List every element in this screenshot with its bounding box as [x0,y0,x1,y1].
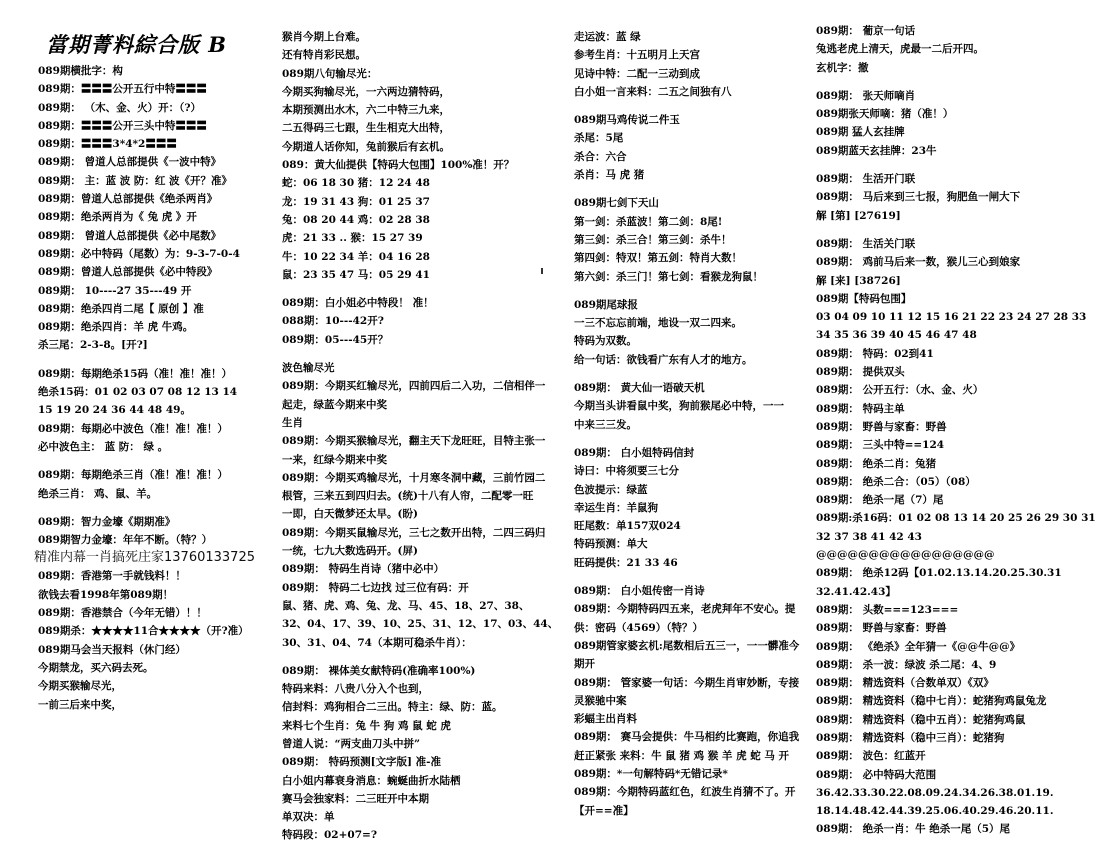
text-line: 089期： 赛马会提供：牛马相约比赛跑，你追我 [574,731,800,744]
text-line: 089期：香港禁合（今年无错）！！ [38,607,207,620]
scan-mark [541,268,543,274]
text-line: 特码为双数。 [574,335,637,348]
text-line: 089期： 精选资料（稳中五肖）：蛇猪狗鸡鼠 [816,713,1026,726]
text-line: 089期： 生活关门联 [816,237,916,250]
text-line: 089期： 野兽与家畜：野兽 [816,622,947,635]
text-line: 089期： 黄大仙一语破天机 [574,382,705,395]
text-line: 34 35 36 39 40 45 46 47 48 [816,329,977,342]
text-line: 089期： 白小姐特码信封 [574,446,695,459]
text-line: 089期： （木、金、火）开：（?） [38,101,201,114]
text-line: 旺尾数：单157双024 [574,520,681,533]
text-line: 089期： 特码：02到41 [816,347,934,360]
text-line: 089期：今期买猴输尽光，翻主天下龙旺旺，目特主张一 [282,435,546,448]
text-line: 089期：每期必中波色（准！准！准！） [38,422,228,435]
text-line: 089期： 马后来到三七报，狗肥鱼一闸大下 [816,191,1021,204]
text-line: 杀合：六合 [574,150,627,163]
text-line: 单双决：单 [282,811,335,824]
line-gap [282,284,557,294]
line-gap [574,434,812,444]
text-line: 波色输尽光 [282,362,335,375]
text-line: 18.14.48.42.44.39.25.06.40.29.46.20.11. [816,805,1054,818]
watermark-stamp: 精准内幕一肖搞死庄家13760133725 [34,550,255,566]
text-line: 期开 [574,658,595,671]
text-line: 给一句话：欲钱看广东有人才的地方。 [574,353,753,366]
text-line: 旺码提供：21 33 46 [574,556,678,569]
text-line: 089期：今期特码四五来，老虎拜年不安心。提 [574,603,796,616]
text-line: 一统，七九大数选码开。(屏) [282,545,418,558]
text-line: 089期:杀16码：01 02 08 13 14 20 25 26 29 30 31 [816,512,1096,525]
text-line: 兔：08 20 44 鸡：02 28 38 [282,213,430,226]
text-line: 089期：白小姐必中特段！ 准！ [282,297,434,310]
text-line: 一前三后来中奖， [38,698,122,711]
text-line: 089期： 绝杀一尾（7）尾 [816,494,944,507]
text-line: 二五得码三七跟，生生相克大出特， [282,122,450,135]
text-line: 089期：曾道人总部提供《绝杀两肖》 [38,193,218,206]
text-line: 089期尾球报 [574,298,638,311]
text-line: 089期： 精选资料（稳中三肖）：蛇猪狗 [816,731,1005,744]
text-line: 089期： 野兽与家畜：野兽 [816,420,947,433]
text-line: 089期：绝杀两肖为《 兔 虎 》开 [38,211,197,224]
text-line: 089期： 三头中特==124 [816,439,945,452]
text-line: 色波提示：绿蓝 [574,483,648,496]
text-line: 089期： 特码生肖诗（猪中必中） [282,563,445,576]
text-line: 089期管家婆玄机:尾数相后五三一，一一髒准今 [574,639,800,652]
text-line: 089期： 曾道人总部提供《一波中特》 [38,156,222,169]
text-line: 龙：19 31 43 狗：01 25 37 [282,195,430,208]
text-line: 参考生肖：十五明月上天宫 [574,49,700,62]
text-line: 089期： 精选资料（稳中七肖）：蛇猪狗鸡鼠兔龙 [816,695,1047,708]
text-line: 还有特肖彩民想。 [282,49,366,62]
text-line: 089期： 管家婆一句话：今期生肖审妙断，专接 [574,676,800,689]
text-line: 089期：每期绝杀15码（准！准！准！） [38,367,233,380]
text-line: 089期：*一句解特码*无错记录* [574,767,728,780]
text-line: 089期： 特码二七边找 过三位有码：开 [282,581,469,594]
text-line: 089期马会当天报料（休门经） [38,643,186,656]
text-line: 猴肖今期上台难。 [282,31,366,43]
text-line: 089期： 公开五行：（水、金、火） [816,384,984,397]
text-line: 绝杀三肖： 鸡、鼠、羊。 [38,487,158,500]
line-gap [574,369,812,379]
text-line: 一来，红绿今期来中奖 [282,453,387,466]
text-line: 089期：必中特码（尾数）为：9-3-7-0-4 [38,247,240,260]
line-gap [574,184,812,194]
text-line: 089期： 曾道人总部提供《必中尾数》 [38,229,222,242]
text-line: 089期：曾道人总部提供《必中特段》 [38,266,218,279]
text-line: 赶正紧张 来料：牛 鼠 猪 鸡 猴 羊 虎 蛇 马 开 [574,749,790,762]
text-line: 089期： 绝杀二肖：兔猪 [816,457,937,470]
text-line: 赛马会独家料：二三旺开中本期 [282,792,429,805]
line-gap [574,286,812,296]
column-4 [816,22,1096,836]
line-gap [574,101,812,111]
text-line: 诗曰：中将须要三七分 [574,465,679,478]
text-line: 089期： 绝杀二合：（05）（08） [816,475,976,488]
text-line: 089期：绝杀四肖二尾【 原创 】准 [38,302,204,315]
text-line: 089：黄大仙提供【特码大包围】100%准！开？ [282,159,515,172]
text-line: 供：密码（4569）（特？） [574,621,703,634]
text-line: 鼠：23 35 47 马：05 29 41 [282,268,430,281]
text-line: 089期： 生活开门联 [816,173,916,186]
text-line: 虎：21 33 .. 猴：15 27 39 [282,232,423,245]
text-line: 今期当头讲看鼠中奖，狗前猴尾必中特，一一 [574,400,784,413]
text-line: 089期：香港第一手就钱料！！ [38,570,186,583]
text-line: 今期道人话你知，兔前猴后有玄机。 [282,140,450,153]
text-line: 解 [来] [38726] [816,274,901,287]
text-line: 088期：10---42开? [282,315,384,328]
text-line: 089期：智力金壕《期期准》 [38,515,176,528]
column-1-body [34,62,278,714]
text-line: 特码预测：单大 [574,538,648,551]
text-line: 特码段：02+07=? [282,829,377,842]
text-line: 03 04 09 10 11 12 15 16 21 22 23 24 27 28 33 [816,311,1087,324]
text-line: 089期智力金壕：年年不断。（特？） [38,534,213,547]
text-line: 089期： 10----27 35---49 开 [38,284,192,297]
text-line: 089期： 头数===123=== [816,603,959,616]
text-line: 第六剑：杀三门！第七剑：看猴龙狗鼠！ [574,270,763,283]
text-line: 必中波色主： 蓝 防： 绿 。 [38,440,169,453]
text-line: 089期杀：★★★★11合★★★★（开?准） [38,625,249,638]
line-gap [38,355,278,365]
text-line: 见诗中特：二配一三动到成 [574,67,700,80]
text-line: 信封料：鸡狗相合二三出。特主：绿、防：蓝。 [282,701,503,714]
column-3-body [574,28,812,820]
line-gap [816,160,1080,170]
text-line: 欲钱去看1998年第089期！ [38,588,174,601]
text-line: 089期： 《绝杀》全年猜一《@@牛@@》 [816,640,1021,653]
text-line: 第四剑：特双！第五剑：特肖大数！ [574,252,742,265]
text-line: 089期： 绝杀一肖：牛 绝杀一尾（5）尾 [816,823,1011,836]
text-line: 089期： 提供双头 [816,366,905,379]
text-line: 089期： 裸体美女献特码(准确率100%) [282,664,476,677]
text-line: 089期：05---45开？ [282,333,389,346]
text-line: 32 37 38 41 42 43 [816,530,922,543]
text-line: 第三剑：杀三合！第三剑：杀牛！ [574,233,732,246]
text-line: 杀肖：马 虎 猪 [574,169,645,182]
text-line: 089期：绝杀四肖：羊 虎 牛鸡。 [38,321,194,334]
text-line: 第一剑：杀蓝波！第二剑：8尾! [574,215,723,228]
text-line: 089期：〓〓〓3*4*2〓〓〓 [38,138,177,151]
line-gap [816,225,1080,235]
text-line: 一即，白天微梦还太早。(盼) [282,508,418,521]
column-3 [574,28,812,817]
text-line: 36.42.33.30.22.08.09.24.34.26.38.01.19. [816,786,1054,799]
line-gap [282,349,557,359]
text-line: 089期： 白小姐传密一肖诗 [574,585,705,598]
text-line: 089期横批字：构 [38,65,123,77]
text-line: 089期：今期买红输尽光，四前四后二入功，二信相伴一 [282,380,546,393]
text-line: 杀三尾：2-3-8。[开?] [38,339,148,352]
text-line: 根管，三来五到四归去。(统)十八有人帘，二配零一旺 [282,490,534,503]
text-line: 白小姐一言来料：二五之间独有八 [574,85,732,98]
text-line: 089期蓝天玄挂牌：23牛 [816,144,937,157]
text-line: 一三不忘忘前端，地设一双二四来。 [574,317,742,330]
text-line: 089期： 精选资料（合数单双）《双》 [816,677,994,690]
text-line: 绝杀15码：01 02 03 07 08 12 13 14 [38,386,238,399]
text-line: 白小姐内幕衰身消息：蜿蜒曲折水陆栖 [282,774,461,787]
text-line: 走运波：蓝 绿 [574,31,641,43]
line-gap [574,572,812,582]
text-line: 来料七个生肖：兔 牛 狗 鸡 鼠 蛇 虎 [282,719,451,732]
column-1 [34,32,278,796]
text-line: 089期：〓〓〓公开三头中特〓〓〓 [38,119,207,132]
text-line: 彩蝠主出肖料 [574,713,637,726]
text-line: 特码来料：八贵八分入个也到， [282,683,429,696]
text-line: 089期七剑下天山 [574,197,659,210]
text-line: 【开==准】 [574,804,634,817]
text-line: 今期买猴输尽光， [38,680,122,693]
text-line: 089期： 主：蓝 波 防：红 波《开？准》 [38,174,233,187]
text-line: 089期： 绝杀12码【01.02.13.14.20.25.30.31 [816,567,1062,580]
text-line: 幸运生肖：羊鼠狗 [574,501,658,514]
text-line: 32.41.42.43】 [816,585,896,598]
text-line: 089期： 波色：红蓝开 [816,750,926,763]
text-line: 鼠、猪、虎、鸡、兔、龙、马、45、18、27、38、 [282,599,530,612]
column-2 [282,28,559,842]
text-line: 15 19 20 24 36 44 48 49。 [38,404,191,417]
text-line: 今期禁龙，买六码去死。 [38,661,154,674]
text-line: 089期马鸡传说二件玉 [574,114,680,127]
text-line: 起走，绿蓝今期来中奖 [282,398,387,411]
text-line: 089期： 杀一波：绿波 杀二尾：4、9 [816,658,997,671]
text-line: 089期【特码包围】 [816,292,912,305]
text-line: 089期： 特码预测[文字版] 准-准 [282,756,442,769]
text-line: @@@@@@@@@@@@@@@@@ [816,549,995,562]
text-line: 089期：今期买鸡输尽光，十月寒冬洞中藏，三前竹园二 [282,471,546,484]
text-line: 089期张天师嘀：猪（准！） [816,108,954,121]
text-line: 089期：〓〓〓公开五行中特〓〓〓 [38,83,207,96]
text-line: 32、04、17、39、10、25、31、12、17、03、44、 [282,618,559,631]
line-gap [816,77,1080,87]
column-2-body [282,28,557,845]
text-line: 中来三三发。 [574,418,637,431]
line-gap [282,652,557,662]
text-line: 兔逃老虎上清天，虎最一二后开四。 [816,43,984,56]
text-line: 089期：每期绝杀三肖（准！准！准！） [38,469,228,482]
column-4-body [816,22,1096,839]
text-line: 解 [第] [27619] [816,209,901,222]
line-gap [38,503,278,513]
text-line: 089期： 特码主单 [816,402,905,415]
text-line: 蛇：06 18 30 猪：12 24 48 [282,177,430,190]
text-line: 089期： 葡京一句话 [816,25,916,37]
text-line: 089期：今期特码蓝红色，红波生肖猜不了。开 [574,786,796,799]
text-line: 灵猴驰中案 [574,694,627,707]
text-line: 杀尾：5尾 [574,132,624,145]
text-line: 089期： 张天师嘀肖 [816,89,916,102]
text-line: 089期： 必中特码大范围 [816,768,937,781]
page-title: 當期菁料綜合版 B [46,32,228,57]
line-gap [38,456,278,466]
text-line: 曾道人说：“两支曲刀头中拼” [282,737,421,750]
text-line: 本期预测出水木，六二中特三九来， [282,104,450,117]
text-line: 生肖 [282,416,303,429]
text-line: 牛：10 22 34 羊：04 16 28 [282,250,430,263]
text-line: 30、31、04、74（本期可稳杀牛肖）： [282,636,472,649]
text-line: 089期：今期买鼠输尽光，三七之数开出特，二四三码归 [282,526,546,539]
text-line: 今期买狗输尽光，一六两边猜特码， [282,85,450,98]
text-line: 089期八句输尽光： [282,67,378,80]
text-line: 089期： 鸡前马后来一数，猴儿三心到娘家 [816,256,1021,269]
text-line: 089期 猛人玄挂牌 [816,126,905,139]
text-line: 玄机字：撤 [816,61,869,74]
